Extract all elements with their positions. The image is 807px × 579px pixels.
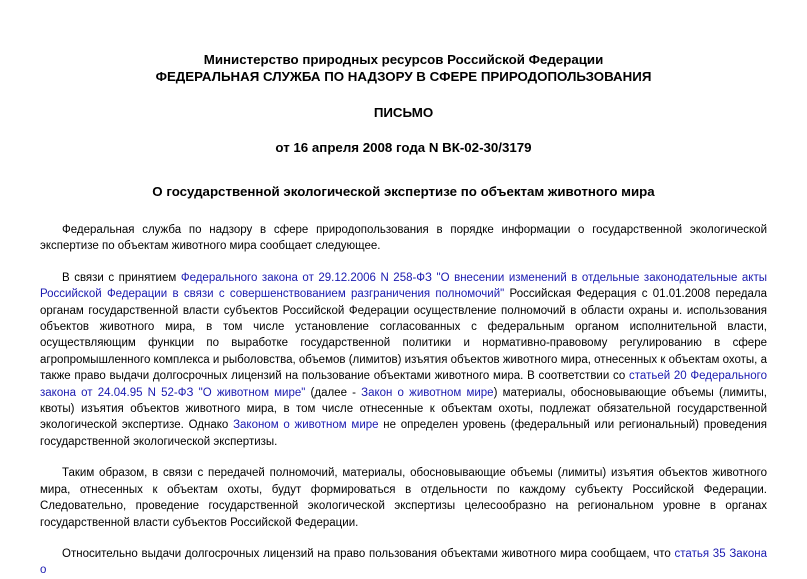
paragraph-intro: Федеральная служба по надзору в сфере природопользования в порядке информации о государственной экологической экспертизе по объектам животного мира сообщает следующее. [40,224,767,253]
paragraph-text: Относительно выдачи долгосрочных лицензий на право пользования объектами животного мира сообщаем, что [62,547,675,560]
paragraph-text: не определен уровень (федеральный или региональный) проведения государственной экологической экспертизы. [40,419,767,448]
service-heading: ФЕДЕРАЛЬНАЯ СЛУЖБА ПО НАДЗОРУ В СФЕРЕ ПРИРОДОПОЛЬЗОВАНИЯ [155,69,652,84]
link-article-20-law-52[interactable]: статьей 20 Федерального закона от 24.04.95 N 52-ФЗ "О животном мире" [40,370,767,399]
paragraph-conclusion: Таким образом, в связи с передачей полномочий, материалы, обосновывающие объемы (лимиты) изъятия объектов животного мира, отнесенных к объектам охоты, будут формироваться в отдельности по каждому субъекту Российской Федерации. Следовательно, проведение государственной экологической экспертизы целесообразно на региональном уровне в органах государственной власти субъектов Российской Федерации. [40,467,767,529]
ministry-heading: Министерство природных ресурсов Российской Федерации [203,52,604,67]
paragraph-law-transfer [40,270,767,450]
document-type-heading: ПИСЬМО [373,105,434,120]
link-wildlife-law-2[interactable]: Законом о животном мире [233,419,379,432]
paragraph-text: Российская Федерация с 01.01.2008 передала органам государственной власти субъектов Российской Федерации осуществление полномочий в области охраны и. использования объектов животного мира, в том числе установление согласованных с федеральным органом исполнительной власти, осуществляющим функции по выработке государственной политики и нормативно-правовому регулированию в сфере агропромышленного комплекса и рыболовства, объемов (лимитов) изъятия объектов животного мира, отнесенных к объектам охоты, а также право выдачи долгосрочных лицензий на пользование объектами животного мира. В соответствии со [40,288,768,383]
document-subject-heading: О государственной экологической экспертизе по объектам животного мира [152,184,655,199]
link-wildlife-law[interactable]: Закон о животном мире [361,386,494,399]
link-federal-law-258[interactable]: Федерального закона от 29.12.2006 N 258-ФЗ "О внесении изменений в отдельные законодательные акты Российской Федерации в связи с совершенствованием разграничения полномочий" [40,271,767,301]
paragraph-text: ) материалы, обосновывающие объемы (лимиты, квоты) изъятия объектов животного мира, в том числе отнесенные к объектам охоты, подлежат обязательной государственной экологической экспертизе. Однако [40,386,767,432]
paragraph-text: (далее - [305,386,362,399]
document-date-heading: от 16 апреля 2008 года N ВК-02-30/3179 [275,140,532,155]
paragraph-text: В связи с принятием [62,271,181,284]
link-article-35-wildlife-law[interactable]: статья 35 Закона о [40,547,767,577]
paragraph-licenses [40,546,767,579]
